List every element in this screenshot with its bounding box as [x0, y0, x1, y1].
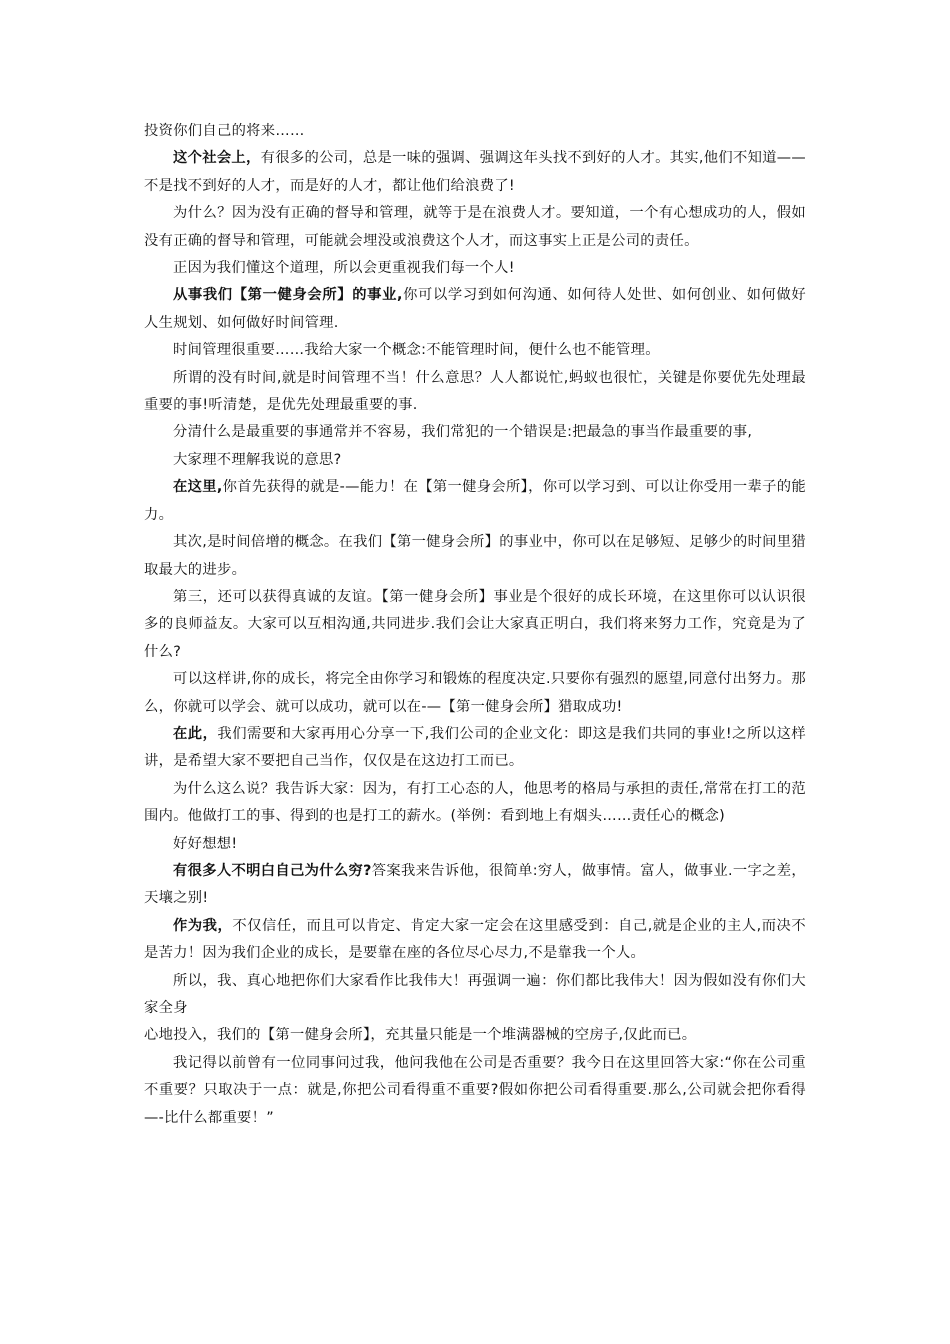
paragraph [144, 1022, 806, 1049]
paragraph [144, 666, 806, 721]
paragraph-text: 不仅信任，而且可以肯定、肯定大家一定会在这里感受到：自己,就是企业的主人,而决不是苦力！因为我们企业的成长，是要靠在座的各位尽心尽力,不是靠我一个人。 [144, 917, 806, 962]
paragraph-text: 答案我来告诉他，很简单:穷人，做事情。富人，做事业.一字之差，天壤之别! [144, 862, 806, 907]
paragraph-text: 为什么这么说？我告诉大家：因为，有打工心态的人，他思考的格局与承担的责任,常常在打工的范围内。他做打工的事、得到的也是打工的薪水。(举例：看到地上有烟头……责任心的概念) [144, 780, 806, 825]
paragraph [144, 200, 806, 255]
paragraph-text: 正因为我们懂这个道理，所以会更重视我们每一个人! [173, 260, 515, 277]
paragraph-text: 好好想想! [173, 835, 238, 852]
paragraph [144, 1050, 806, 1132]
document-body [144, 118, 806, 1132]
paragraph [144, 365, 806, 420]
paragraph-text: 我记得以前曾有一位同事问过我，他问我他在公司是否重要？我今日在这里回答大家:“你在公司重不重要？只取决于一点：就是,你把公司看得重不重要?假如你把公司看得重要.那么,公司就会把你看得—-比什么都重要！” [144, 1054, 806, 1126]
paragraph [144, 968, 806, 1023]
bold-lead: 从事我们【第一健身会所】的事业, [173, 287, 403, 304]
paragraph-text: 你首先获得的就是-—能力！在【第一健身会所】，你可以学习到、可以让你受用一辈子的能力。 [144, 479, 806, 523]
paragraph [144, 474, 806, 529]
bold-lead: 在此， [173, 725, 218, 742]
paragraph-text: 其次,是时间倍增的概念。在我们【第一健身会所】的事业中，你可以在足够短、足够少的时间里猎取最大的进步。 [144, 534, 806, 578]
paragraph-text: 投资你们自己的将来…… [144, 123, 305, 139]
paragraph [144, 447, 806, 474]
paragraph-text: 心地投入，我们的【第一健身会所】，充其量只能是一个堆满器械的空房子,仅此而已。 [144, 1027, 697, 1044]
paragraph-text: 所以，我、真心地把你们大家看作比我伟大！再强调一遍：你们都比我伟大！因为假如没有你们大家全身 [144, 972, 806, 1016]
paragraph-text: 大家理不理解我说的意思? [173, 451, 342, 468]
paragraph-text: 我们需要和大家再用心分享一下,我们公司的企业文化：即这是我们共同的事业!之所以这样讲，是希望大家不要把自己当作，仅仅是在这边打工而已。 [144, 725, 806, 770]
paragraph-text: 你可以学习到如何沟通、如何待人处世、如何创业、如何做好人生规划、如何做好时间管理. [144, 287, 806, 331]
paragraph [144, 145, 806, 200]
paragraph [144, 255, 806, 282]
paragraph [144, 913, 806, 968]
paragraph [144, 721, 806, 776]
paragraph-text: 时间管理很重要……我给大家一个概念:不能管理时间，便什么也不能管理。 [173, 342, 660, 359]
paragraph-text: 分清什么是最重要的事通常并不容易，我们常犯的一个错误是:把最急的事当作最重要的事, [173, 424, 753, 441]
paragraph [144, 529, 806, 584]
paragraph [144, 118, 806, 145]
bold-lead: 有很多人不明白自己为什么穷? [173, 862, 372, 879]
paragraph [144, 419, 806, 446]
bold-lead: 这个社会上， [173, 150, 261, 167]
paragraph-text: 所谓的没有时间,就是时间管理不当！什么意思？人人都说忙,蚂蚁也很忙，关键是你要优先处理最重要的事!听清楚，是优先处理最重要的事. [144, 369, 806, 414]
paragraph [144, 776, 806, 831]
paragraph [144, 831, 806, 858]
paragraph-text: 有很多的公司，总是一味的强调、强调这年头找不到好的人才。其实,他们不知道——不是找不到好的人才，而是好的人才，都让他们给浪费了! [144, 150, 806, 194]
paragraph [144, 858, 806, 913]
paragraph [144, 282, 806, 337]
paragraph [144, 584, 806, 666]
paragraph [144, 337, 806, 364]
bold-lead: 在这里, [173, 479, 223, 496]
paragraph-text: 第三，还可以获得真诚的友谊。【第一健身会所】事业是个很好的成长环境，在这里你可以认识很多的良师益友。大家可以互相沟通,共同进步.我们会让大家真正明白，我们将来努力工作，究竟是为了什么? [144, 588, 806, 660]
paragraph-text: 为什么？因为没有正确的督导和管理，就等于是在浪费人才。要知道，一个有心想成功的人，假如没有正确的督导和管理，可能就会埋没或浪费这个人才，而这事实上正是公司的责任。 [144, 205, 806, 249]
bold-lead: 作为我， [173, 917, 233, 934]
paragraph-text: 可以这样讲,你的成长，将完全由你学习和锻炼的程度决定.只要你有强烈的愿望,同意付出努力。那么，你就可以学会、就可以成功，就可以在-—【第一健身会所】猎取成功! [144, 671, 806, 715]
